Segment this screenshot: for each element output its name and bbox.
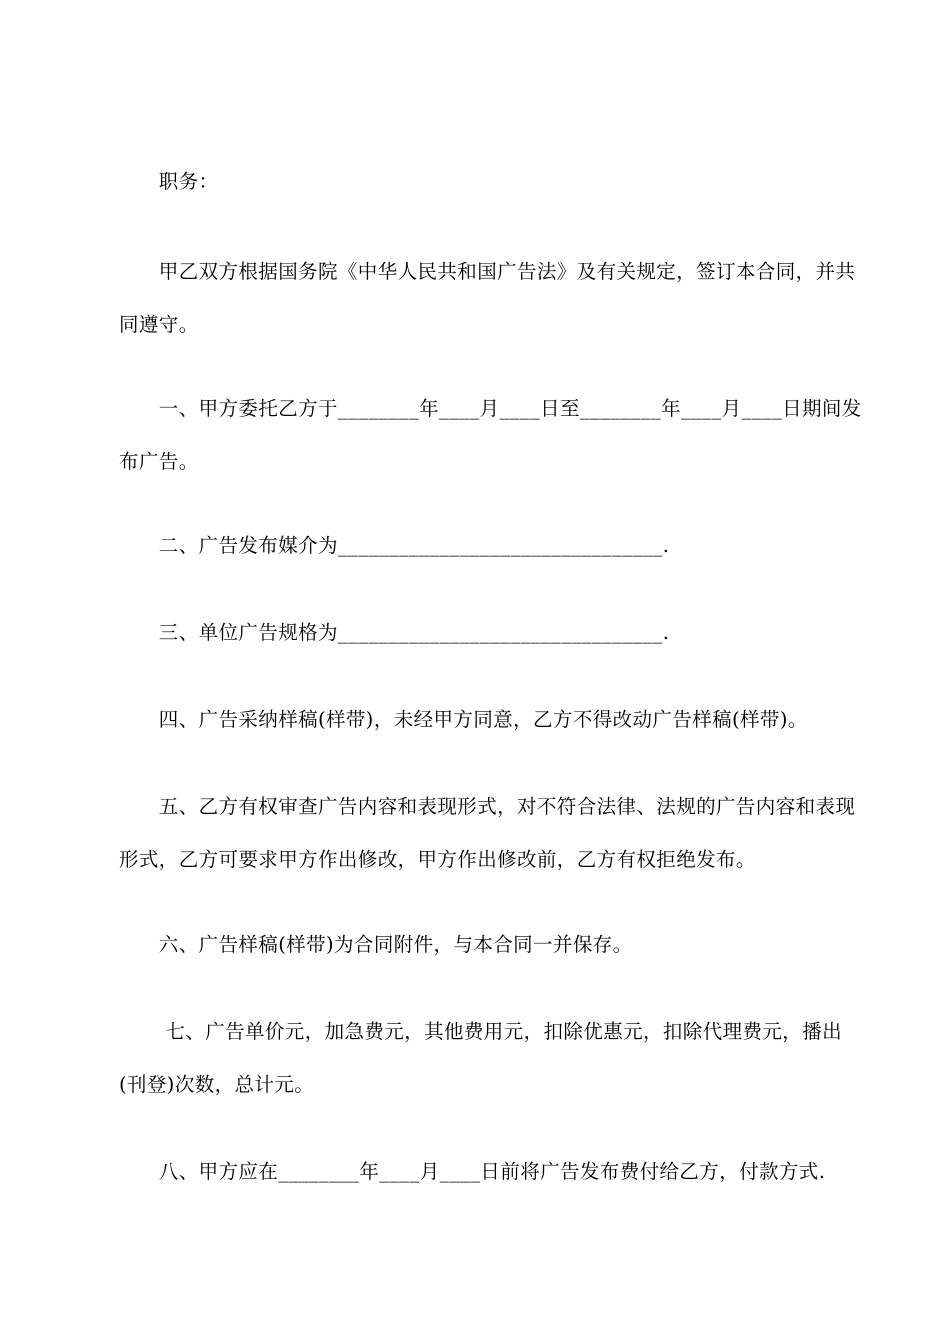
preamble-line-2: 同遵守。 [119,313,199,336]
position-label-line: 职务： [119,170,219,193]
clause-3-line: 三、单位广告规格为________________________________. [119,621,670,644]
clause-5-line-2: 形式，乙方可要求甲方作出修改，甲方作出修改前，乙方有权拒绝发布。 [119,848,756,871]
preamble-line-1: 甲乙双方根据国务院《中华人民共和国广告法》及有关规定，签订本合同，并共 [119,260,856,283]
clause-1-line-1: 一、甲方委托乙方于________年____月____日至________年____月____日期间发 [119,397,862,420]
clause-8-line: 八、甲方应在________年____月____日前将广告发布费付给乙方，付款方式. [119,1160,826,1183]
clause-6-line: 六、广告样稿(样带)为合同附件，与本合同一并保存。 [119,933,633,956]
clause-4-line: 四、广告采纳样稿(样带)，未经甲方同意，乙方不得改动广告样稿(样带)。 [119,708,808,731]
clause-7-line-2: (刊登)次数，总计元。 [119,1073,315,1096]
clause-2-line: 二、广告发布媒介为________________________________. [119,534,670,557]
clause-1-line-2: 布广告。 [119,450,199,473]
clause-5-line-1: 五、乙方有权审查广告内容和表现形式，对不符合法律、法规的广告内容和表现 [119,795,856,818]
clause-7-line-1: 七、广告单价元，加急费元，其他费用元，扣除优惠元，扣除代理费元，播出 [119,1020,842,1043]
